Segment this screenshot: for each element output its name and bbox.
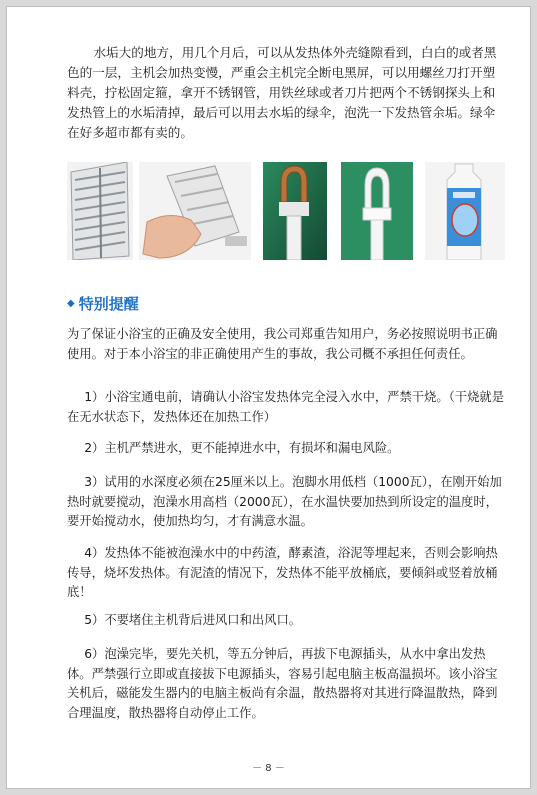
list-item: 4）发热体不能被泡澡水中的中药渣，酵素渣，浴泥等埋起来，否则会影响热传导，烧坏发热体。有泥渣的情况下，发热体不能平放桶底，要倾斜或竖着放桶底！ [67, 546, 498, 599]
photo-strip [67, 162, 507, 260]
list-item: 3）试用的水深度必须在25厘米以上。泡脚水用低档（1000瓦），在刚开始加热时就要搅动，泡澡水用高档（2000瓦），在水温快要加热到所设定的温度时，要开始搅动水，使加热均匀，才有满意水温。 [67, 475, 502, 528]
list-item: 2）主机严禁进水，更不能掉进水中，有损坏和漏电风险。 [84, 441, 400, 455]
grille-photo [67, 162, 133, 260]
descaling-paragraph: 水垢大的地方，用几个月后，可以从发热体外壳缝隙看到，白白的或者黑色的一层，主机会加热变慢，严重会主机完全断电黑屏，可以用螺丝刀打开塑料壳，拧松固定箍，拿开不锈钢管，用铁丝球或者刀片把两个不锈钢探头上和发热管上的水垢清掉，最后可以用去水垢的绿伞，泡洗一下发热管余垢。绿伞在好多超市都有卖的。 [67, 45, 497, 140]
list-item: 6）泡澡完毕，要先关机，等五分钟后，再拔下电源插头，从水中拿出发热体。严禁强行立即或直接拔下电源插头，容易引起电脑主板高温损坏。该小浴宝关机后，磁能发生器内的电脑主板尚有余温，散热器将对其进行降温散热，降到合理温度，散热器将自动停止工作。 [67, 647, 498, 720]
heating-tube-photo [263, 162, 327, 260]
list-item: 5）不要堵住主机背后进风口和出风口。 [84, 613, 302, 627]
document-page [6, 6, 531, 789]
notice-paragraph: 为了保证小浴宝的正确及安全使用，我公司郑重告知用户，务必按照说明书正确使用。对于本小浴宝的非正确使用产生的事故，我公司概不承担任何责任。 [67, 327, 498, 361]
descaler-bottle-photo [425, 162, 505, 260]
section-heading [67, 293, 139, 314]
white-tube-photo [341, 162, 413, 260]
page-number: － 8 － [252, 763, 285, 774]
section-title: 特别提醒 [78, 295, 139, 313]
diamond-bullet-icon: ◆ [67, 298, 75, 309]
list-item: 1）小浴宝通电前，请确认小浴宝发热体完全浸入水中，严禁干烧。（干烧就是在无水状态下，发热体还在加热工作） [67, 390, 504, 424]
hand-holding-part-photo [139, 162, 251, 260]
